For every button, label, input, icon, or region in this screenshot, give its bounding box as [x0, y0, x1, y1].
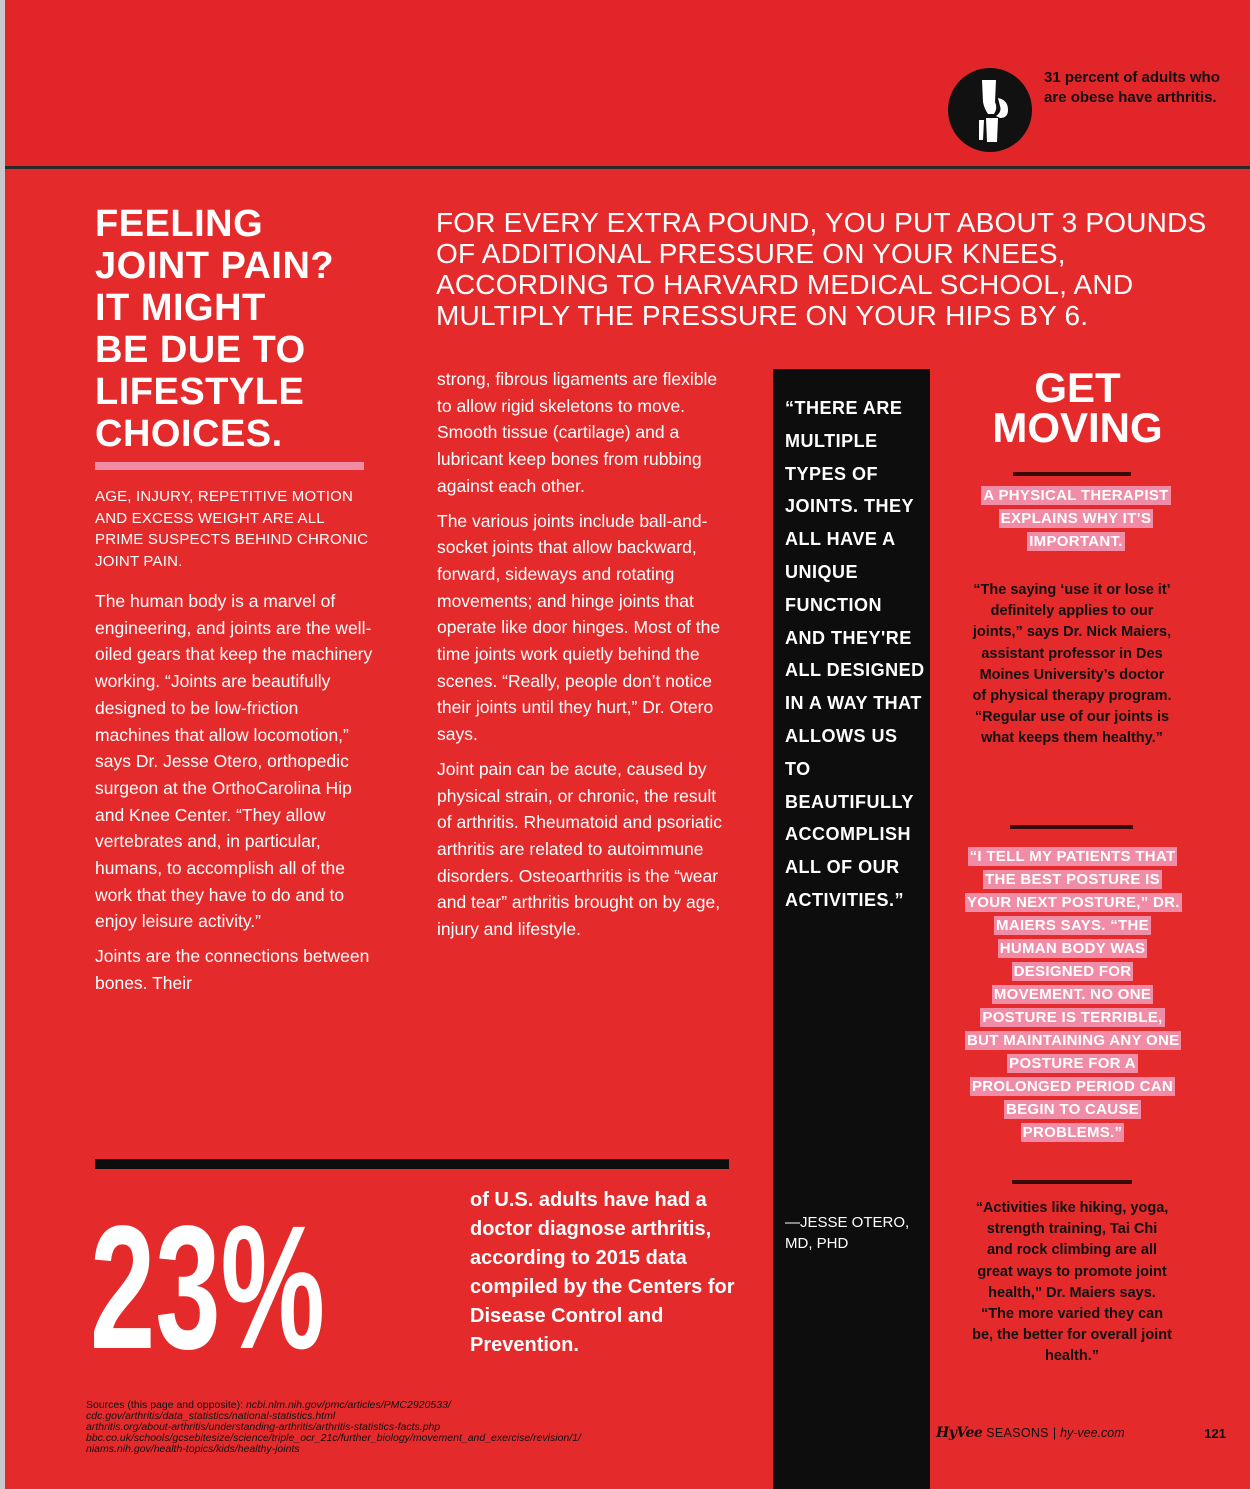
sidebar-quote-2: “Activities like hiking, yoga, strength training, Tai Chi and rock climbing are all great ways to promote joint health,” Dr. Maiers says. “The more varied they can be, the better for overall joint health.”	[972, 1200, 1172, 1365]
stat-divider	[95, 1159, 729, 1169]
sidebar-quote-1: “The saying ‘use it or lose it’ definitely applies to our joints,” says Dr. Nick Maiers, assistant professor in Des Moines University’s doctor of physical therapy program. “Regular use of our joints is what keeps them healthy.”	[972, 582, 1172, 747]
pink-divider	[95, 462, 364, 470]
sidebar-subtitle	[971, 484, 1181, 553]
top-divider	[0, 166, 1250, 169]
sources	[86, 1400, 786, 1455]
body-paragraph: Joints are the connections between bones. Their	[95, 946, 370, 993]
page-number: 121	[1204, 1425, 1226, 1441]
footer-url[interactable]: hy-vee.com	[1060, 1426, 1125, 1440]
knee-joint-icon	[948, 68, 1032, 152]
pull-quote: FOR EVERY EXTRA POUND, YOU PUT ABOUT 3 POUNDS OF ADDITIONAL PRESSURE ON YOUR KNEES, ACCORDING TO HARVARD MEDICAL SCHOOL, AND MULTIPLY THE PRESSURE ON YOUR HIPS BY 6.	[436, 207, 1207, 331]
subheadline: AGE, INJURY, REPETITIVE MOTION AND EXCESS WEIGHT ARE ALL PRIME SUSPECTS BEHIND CHRONIC JOINT PAIN.	[95, 488, 369, 570]
hyvee-logo: HyVee	[936, 1425, 983, 1441]
big-stat	[90, 1180, 465, 1370]
quote-attribution: —JESSE OTERO, MD, PHD	[785, 1214, 910, 1252]
sidebar-divider	[1012, 1180, 1132, 1184]
source-link: cdc.gov/arthritis/data_statistics/national-statistics.html	[86, 1410, 336, 1422]
sidebar-divider	[1013, 472, 1131, 476]
body-paragraph: The human body is a marvel of engineering, and joints are the well-oiled gears that keep the machinery working. “Joints are beautifully designed to be low-friction machines that allow locomotion,” says Dr. Jesse Otero, orthopedic surgeon at the OrthoCarolina Hip and Knee Center. “They allow vertebrates and, in particular, humans, to accomplish all of the work that they have to do and to enjoy leisure activity.”	[95, 591, 373, 932]
source-link: niams.nih.gov/health-topics/kids/healthy-joints	[86, 1443, 300, 1455]
body-column-1	[95, 588, 377, 1005]
expert-quote: “THERE ARE MULTIPLE TYPES OF JOINTS. THEY ALL HAVE A UNIQUE FUNCTION AND THEY'RE ALL DESIGNED IN A WAY THAT ALLOWS US TO BEAUTIFULLY ACCOMPLISH ALL OF OUR ACTIVITIES.”	[785, 398, 925, 910]
page-edge-strip	[0, 0, 5, 1489]
sources-label: Sources (this page and opposite):	[86, 1399, 244, 1411]
publication-name: SEASONS	[986, 1426, 1049, 1440]
body-paragraph: Joint pain can be acute, caused by physical strain, or chronic, the result of arthritis. Rheumatoid and psoriatic arthritis are related to autoimmune disorders. Osteoarthritis is the “wear and tear” arthritis brought on by age, injury and lifestyle.	[437, 758, 722, 940]
source-link: ncbi.nlm.nih.gov/pmc/articles/PMC2920533/	[245, 1399, 451, 1411]
sidebar-subtitle-text: A PHYSICAL THERAPIST EXPLAINS WHY IT’S IMPORTANT.	[983, 487, 1169, 550]
body-paragraph: strong, fibrous ligaments are flexible to allow rigid skeletons to move. Smooth tissue (cartilage) and a lubricant keep bones from rubbing against each other.	[437, 369, 718, 496]
footer-separator: |	[1052, 1426, 1057, 1440]
obesity-stat: 31 percent of adults who are obese have arthritis.	[1044, 69, 1220, 106]
sidebar-highlight-quote	[965, 845, 1180, 1144]
body-paragraph: The various joints include ball-and-socket joints that allow backward, forward, sideways and rotating movements; and hinge joints that operate like door hinges. Most of the time joints work quietly behind the scenes. “Really, people don’t notice their joints until they hurt,” Dr. Otero says.	[437, 510, 721, 745]
sidebar-title: GET MOVING	[992, 364, 1163, 451]
big-stat-number: 23%	[90, 1190, 325, 1370]
stat-description: of U.S. adults have had a doctor diagnose arthritis, according to 2015 data compiled by the Centers for Disease Control and Prevention.	[470, 1189, 735, 1356]
sidebar-highlight-quote-text: “I TELL MY PATIENTS THAT THE BEST POSTURE IS YOUR NEXT POSTURE,” DR. MAIERS SAYS. “THE HUMAN BODY WAS DESIGNED FOR MOVEMENT. NO ONE POSTURE IS TERRIBLE, BUT MAINTAINING ANY ONE POSTURE FOR A PROLONGED PERIOD CAN BEGIN TO CAUSE PROBLEMS.”	[967, 848, 1180, 1141]
source-link: arthritis.org/about-arthritis/understanding-arthritis/arthritis-statistics-facts.php	[86, 1421, 441, 1433]
source-link: bbc.co.uk/schools/gcsebitesize/science/triple_ocr_21c/further_biology/movement_and_exercise/revision/1/	[86, 1432, 581, 1444]
body-column-2	[437, 366, 727, 951]
headline: FEELING JOINT PAIN? IT MIGHT BE DUE TO LIFESTYLE CHOICES.	[95, 203, 335, 455]
page-footer	[936, 1423, 1226, 1443]
sidebar-divider	[1010, 825, 1133, 829]
